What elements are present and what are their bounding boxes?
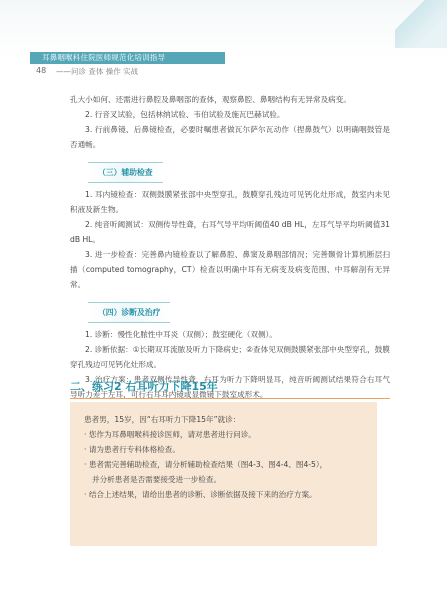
running-header-subtitle: ——问诊 查体 操作 实战 [56,67,139,76]
practice-intro: 患者男，15岁，因“右耳听力下降15年”就诊： [84,415,241,424]
top-decoration [0,0,447,58]
page-number: 48 [36,66,47,75]
paragraph-otoendoscopy: 1. 耳内镜检查：双侧鼓膜紧张部中央型穿孔，鼓膜穿孔残边可见钙化灶形成，鼓室内未见积液及新生物。 [70,190,390,214]
paragraph-tuning-fork: 2. 行音叉试验，包括林纳试验、韦伯试验及施瓦巴赫试验。 [85,110,285,119]
paragraph-diagnostic-basis: 2. 诊断依据：①长期双耳流脓及听力下降病史；②查体见双侧鼓膜紧张部中央型穿孔，鼓膜穿孔残边可见钙化灶形成。 [70,345,390,369]
paragraph-rhinoscopy: 3. 行前鼻镜、后鼻镜检查，必要时嘱患者做瓦尔萨尔瓦动作（捏鼻鼓气）以明确咽鼓管是否通畅。 [70,125,390,149]
practice-item-continuation: 并分析患者是否需要接受进一步检查。 [92,475,222,484]
sub-heading-aux-exam: （三）辅助检查 [88,162,163,183]
paragraph-continuation: 孔大小如何、还需进行鼻腔及鼻咽部的查体，观察鼻腔、鼻咽结构有无异常及病变。 [70,95,351,104]
paragraph-audiometry: 2. 纯音听阈测试：双侧传导性聋，右耳气导平均听阈值40 dB HL，左耳气导平均听阈值31 dB HL。 [70,220,390,244]
practice-item: · 请为患者行专科体格检查。 [84,445,180,454]
practice-item: · 结合上述结果，请给出患者的诊断、诊断依据及接下来的治疗方案。 [84,490,317,499]
practice-box [70,402,377,546]
corner-decoration [395,0,447,48]
section-title: 二、练习2 右耳听力下降15年 [70,378,390,399]
running-header-title: 耳鼻咽喉科住院医师规范化培训指导 [42,53,166,62]
paragraph-further-exam: 3. 进一步检查：完善鼻内镜检查以了解鼻腔、鼻窦及鼻咽部情况；完善颞骨计算机断层扫描（computed tomography，CT）检查以明确中耳有无病变及病变范围、中耳解剖有无异常。 [70,250,390,289]
paragraph-treatment: 3. 治疗方案：患者双侧传导性聋，右耳为听力下降明显耳，纯音听阈测试结果符合右耳气导听力差于左耳，可行右耳耳内镜或显微镜下鼓室成形术。 [70,375,390,399]
practice-item: · 您作为耳鼻咽喉科接诊医师，请对患者进行问诊。 [84,430,256,439]
main-text [70,92,390,402]
sub-heading-diagnosis: （四）诊断及治疗 [88,302,170,323]
paragraph-diagnosis: 1. 诊断：慢性化脓性中耳炎（双侧）；鼓室硬化（双侧）。 [85,330,277,339]
practice-item: · 患者需完善辅助检查，请分析辅助检查结果（图4-3、图4-4、图4-5）， [84,460,328,469]
